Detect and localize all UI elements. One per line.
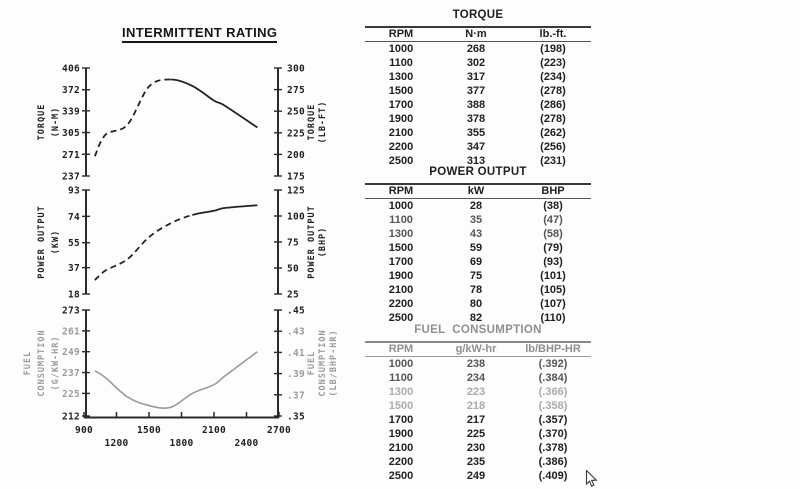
axis-tick-label: 18: [67, 289, 80, 301]
torque-right-axis-title: (LB-FT): [318, 100, 328, 144]
table-header-row: [365, 184, 591, 199]
table-cell: 1100: [389, 372, 413, 384]
table-cell: 80: [469, 298, 483, 310]
torque-left-axis-title: (N-M): [51, 106, 61, 138]
table-cell: 218: [466, 400, 486, 412]
chart-section-title: INTERMITTENT RATING: [122, 25, 277, 43]
table-cell: 268: [466, 43, 486, 55]
torque-curve-solid: [171, 80, 258, 128]
table-cell: 2200: [388, 456, 414, 468]
table-cell: 347: [466, 141, 486, 153]
table-cell: (.358): [538, 400, 568, 412]
torque-curve-dashed: [95, 80, 171, 157]
table-row: [365, 56, 591, 70]
axis-tick-label: .43: [287, 326, 306, 338]
axis-tick-label: 175: [287, 171, 306, 183]
fuel-consumption-curve: [95, 352, 258, 408]
table-cell: (79): [543, 242, 563, 254]
data-table: [365, 341, 591, 483]
x-axis-label: 2400: [234, 438, 259, 449]
table-row: [365, 427, 591, 441]
axis-tick-label: 100: [287, 211, 306, 223]
table-cell: 230: [466, 442, 486, 454]
torque-right-axis-title: TORQUE: [307, 103, 317, 141]
axis-tick-label: 125: [287, 185, 306, 197]
table-cell: (.409): [538, 470, 568, 482]
table-row: [365, 469, 591, 483]
table-cell: 313: [466, 155, 486, 167]
axis-tick-label: .37: [287, 390, 306, 402]
table-cell: 388: [466, 99, 486, 111]
axis-tick-label: 305: [61, 128, 80, 140]
table-cell: (101): [540, 270, 566, 282]
power-output-right-axis-title: POWER OUTPUT: [307, 205, 317, 279]
table-cell: (234): [540, 71, 566, 83]
table-cell: 1500: [388, 242, 414, 254]
table-cell: 2100: [388, 284, 414, 296]
axis-tick-label: 249: [61, 347, 80, 359]
table-cell: 1000: [388, 43, 414, 55]
table-cell: (.386): [538, 456, 568, 468]
table-cell: 1100: [389, 214, 413, 226]
table-cell: (110): [540, 312, 566, 324]
x-axis-label: 1800: [169, 438, 194, 449]
table-cell: 1500: [388, 400, 414, 412]
axis-tick-label: 406: [61, 63, 80, 75]
fuel-consumption-right-axis-title: FUEL: [307, 350, 317, 376]
power-output-curve-dashed: [95, 215, 192, 280]
fuel-consumption-right-axis-title: CONSUMPTION: [318, 329, 328, 397]
torque-table: [365, 7, 591, 168]
table-cell: 1100: [389, 57, 413, 69]
table-row: [365, 84, 591, 98]
power-output-left-axis-title: POWER OUTPUT: [37, 205, 47, 279]
axis-tick-label: 55: [67, 238, 80, 250]
axis-tick-label: 50: [287, 263, 300, 275]
fuel-consumption-table: [365, 322, 591, 483]
power-output-table: [365, 164, 591, 325]
table-cell: 235: [466, 456, 486, 468]
table-cell: (.366): [538, 386, 568, 398]
axis-tick-label: 271: [61, 149, 80, 161]
table-cell: 28: [469, 200, 483, 212]
table-cell: 238: [466, 358, 486, 370]
axis-tick-label: 75: [287, 237, 300, 249]
column-header: RPM: [365, 27, 437, 42]
axis-tick-label: 273: [61, 305, 80, 317]
table-title: POWER OUTPUT: [429, 166, 527, 178]
fuel-consumption-right-axis-title: (LB/BHP-HR): [329, 329, 339, 397]
table-row: [365, 98, 591, 112]
table-row: [365, 269, 591, 283]
axis-tick-label: 74: [67, 211, 80, 223]
table-row: [365, 441, 591, 455]
column-header: RPM: [365, 342, 437, 357]
table-row: [365, 455, 591, 469]
table-row: [365, 399, 591, 413]
axis-tick-label: .39: [287, 369, 306, 381]
table-cell: 1900: [388, 428, 414, 440]
table-cell: 1300: [388, 386, 414, 398]
table-cell: 1900: [388, 270, 414, 282]
torque-left-axis-title: TORQUE: [37, 103, 47, 141]
table-row: [365, 255, 591, 269]
table-cell: (256): [540, 141, 566, 153]
table-cell: 2100: [388, 442, 414, 454]
table-cell: 217: [466, 414, 486, 426]
table-row: [365, 199, 591, 214]
axis-tick-label: 225: [287, 128, 306, 140]
data-table: [365, 183, 591, 325]
table-cell: (.357): [538, 414, 568, 426]
table-cell: (278): [540, 85, 566, 97]
table-cell: 2500: [388, 470, 414, 482]
table-cell: 75: [469, 270, 483, 282]
table-cell: 249: [466, 470, 486, 482]
power-output-right-axis-title: (BHP): [318, 226, 328, 258]
table-cell: 69: [469, 256, 483, 268]
x-axis-label: 2700: [266, 425, 292, 436]
table-row: [365, 413, 591, 427]
table-row: [365, 42, 591, 57]
x-axis-label: 2100: [201, 425, 227, 436]
column-header: BHP: [515, 184, 591, 199]
table-cell: (47): [543, 214, 563, 226]
table-cell: 302: [466, 57, 486, 69]
axis-tick-label: 275: [287, 85, 306, 97]
fuel-consumption-left-axis-title: (G/KW-HR): [51, 335, 61, 391]
table-row: [365, 70, 591, 84]
table-header-row: [365, 342, 591, 357]
x-axis-label: 1500: [136, 425, 162, 436]
column-header: lb.-ft.: [515, 27, 591, 42]
fuel-consumption-left-axis-title: FUEL: [23, 350, 33, 376]
table-title: FUEL CONSUMPTION: [414, 324, 542, 336]
table-cell: (.378): [538, 442, 568, 454]
table-cell: (286): [540, 99, 566, 111]
axis-tick-label: 37: [67, 263, 80, 275]
column-header: RPM: [365, 184, 437, 199]
table-cell: 1300: [388, 228, 414, 240]
table-cell: 234: [466, 372, 486, 384]
column-header: g/kW-hr: [437, 342, 515, 357]
axis-tick-label: .45: [287, 305, 306, 317]
table-cell: 1700: [388, 99, 414, 111]
axis-tick-label: 261: [61, 326, 80, 338]
table-cell: 317: [466, 71, 486, 83]
axis-tick-label: .35: [287, 411, 306, 423]
table-cell: 225: [466, 428, 486, 440]
table-cell: 59: [469, 242, 483, 254]
power-output-left-axis-title: (KW): [51, 229, 61, 255]
table-cell: (223): [540, 57, 566, 69]
table-row: [365, 227, 591, 241]
axis-tick-label: 372: [61, 85, 80, 97]
table-row: [365, 112, 591, 126]
axis-tick-label: 339: [61, 106, 80, 118]
table-cell: 43: [469, 228, 483, 240]
table-cell: 1500: [388, 85, 414, 97]
table-cell: (107): [540, 298, 566, 310]
table-row: [365, 283, 591, 297]
table-cell: 2500: [388, 312, 414, 324]
column-header: kW: [437, 184, 515, 199]
x-axis-label: 1200: [104, 438, 129, 449]
axis-tick-label: 225: [61, 388, 80, 400]
table-cell: (.370): [538, 428, 568, 440]
table-row: [365, 385, 591, 399]
axis-tick-label: 25: [287, 289, 300, 301]
performance-charts: [0, 0, 360, 489]
table-cell: 355: [466, 127, 486, 139]
table-cell: (.392): [538, 358, 568, 370]
table-cell: (93): [543, 256, 563, 268]
table-cell: (262): [540, 127, 566, 139]
table-cell: 2100: [388, 127, 414, 139]
table-cell: 78: [469, 284, 483, 296]
table-title: TORQUE: [452, 9, 504, 21]
table-cell: 377: [466, 85, 486, 97]
mouse-cursor: [585, 470, 600, 489]
table-cell: 223: [466, 386, 486, 398]
table-cell: 1000: [388, 200, 414, 212]
table-cell: 2500: [388, 155, 414, 167]
fuel-consumption-left-axis-title: CONSUMPTION: [37, 329, 47, 397]
table-cell: 1300: [388, 71, 414, 83]
table-cell: 378: [466, 113, 486, 125]
axis-tick-label: 300: [287, 63, 306, 75]
table-cell: (198): [540, 43, 566, 55]
table-cell: (105): [540, 284, 566, 296]
table-row: [365, 241, 591, 255]
table-row: [365, 213, 591, 227]
column-header: N·m: [437, 27, 515, 42]
table-cell: (231): [540, 155, 566, 167]
axis-tick-label: 250: [287, 106, 306, 118]
table-row: [365, 126, 591, 140]
axis-tick-label: 212: [61, 411, 80, 423]
table-row: [365, 297, 591, 311]
column-header: lb/BHP-HR: [515, 342, 591, 357]
axis-tick-label: .41: [287, 347, 306, 359]
table-row: [365, 357, 591, 372]
axis-tick-label: 93: [67, 185, 80, 197]
table-cell: 1000: [388, 358, 414, 370]
table-cell: (38): [543, 200, 563, 212]
data-table: [365, 26, 591, 168]
table-row: [365, 140, 591, 154]
table-cell: 35: [469, 214, 483, 226]
table-cell: 1900: [388, 113, 414, 125]
table-cell: 1700: [388, 414, 414, 426]
x-axis-label: 900: [74, 425, 94, 436]
power-output-curve-solid: [192, 205, 257, 215]
table-cell: 82: [469, 312, 483, 324]
table-row: [365, 371, 591, 385]
table-cell: 1700: [388, 256, 414, 268]
table-cell: (58): [543, 228, 563, 240]
table-cell: 2200: [388, 298, 414, 310]
table-cell: (.384): [538, 372, 568, 384]
axis-tick-label: 237: [61, 368, 80, 380]
table-cell: 2200: [388, 141, 414, 153]
axis-tick-label: 200: [287, 149, 306, 161]
table-header-row: [365, 27, 591, 42]
axis-tick-label: 237: [61, 171, 80, 183]
table-cell: (278): [540, 113, 566, 125]
